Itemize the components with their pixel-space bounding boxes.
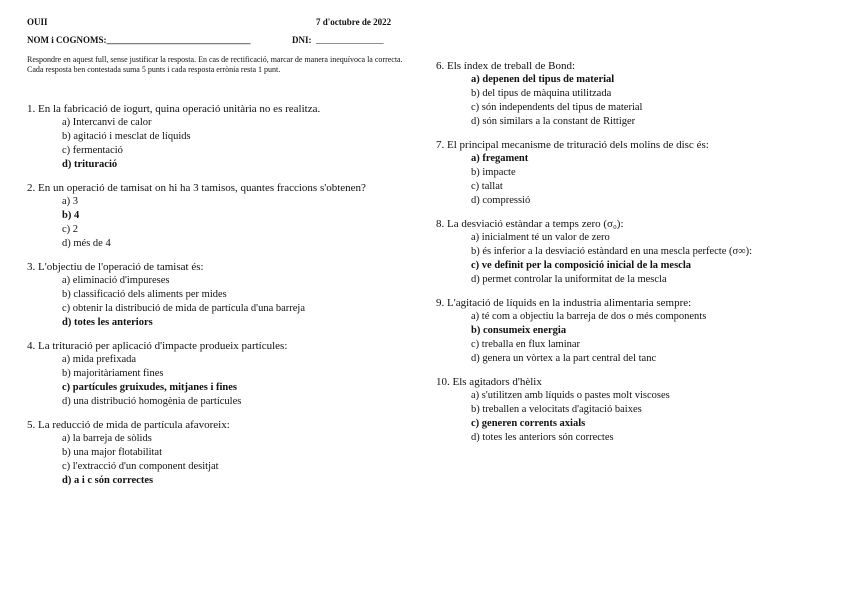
question-text: 5. La reducció de mida de partícula afavoreix: [27,419,230,431]
answer-option: d) a i c són correctes [62,475,154,486]
answer-option: b) agitació i mesclat de líquids [62,131,191,142]
answer-option: a) la barreja de sòlids [62,433,152,444]
answer-option: c) són independents del tipus de material [471,102,643,113]
answer-option: c) obtenir la distribució de mida de partícula d'una barreja [62,303,306,314]
question-1 [27,103,417,172]
answer-option: c) treballa en flux laminar [471,339,581,350]
question-text: 8. La desviació estàndar a temps zero (σ₀): [436,218,624,230]
answer-option: c) fermentació [62,145,123,156]
answer-option: b) treballen a velocitats d'agitació baixes [471,404,642,415]
answer-option: d) totes les anteriors són correctes [471,432,614,443]
answer-option: a) mida prefixada [62,354,137,365]
question-text: 2. En un operació de tamisat on hi ha 3 tamisos, quantes fraccions s'obtenen? [27,182,366,194]
question-text: 9. L'agitació de líquids en la industria alimentaria sempre: [436,297,692,309]
answer-option: a) fregament [471,153,529,164]
question-text: 7. El principal mecanisme de trituració dels molins de disc és: [436,139,709,151]
answer-option: d) genera un vòrtex a la part central del tanc [471,353,657,364]
answer-option: c) 2 [62,224,79,235]
answer-option: c) ve definit per la composició inicial de la mescla [471,260,691,271]
question-3 [27,261,417,330]
name-field-label: NOM i COGNOMS:________________________________ [27,35,251,45]
answer-option: c) tallat [471,181,503,192]
dni-field-label: DNI: [292,35,312,45]
answer-option: b) classificació dels aliments per mides [62,289,227,300]
question-text: 1. En la fabricació de iogurt, quina operació unitària no es realitza. [27,103,321,115]
question-10 [436,376,826,445]
answer-option: a) té com a objectiu la barreja de dos o més components [471,311,707,322]
question-2 [27,182,417,251]
answer-option: a) depenen del tipus de material [471,74,615,85]
answer-option: a) Intercanvi de calor [62,117,152,128]
answer-option: a) inicialment té un valor de zero [471,232,610,243]
question-text: 6. Els índex de treball de Bond: [436,60,575,72]
answer-option: a) 3 [62,196,79,207]
answer-option: b) del tipus de màquina utilitzada [471,88,612,99]
answer-option: d) totes les anteriors [62,317,153,328]
answer-option: b) impacte [471,167,516,178]
answer-option: d) permet controlar la uniformitat de la mescla [471,274,667,285]
answer-option: b) una major flotabilitat [62,447,163,458]
answer-option: d) una distribució homogènia de partícules [62,396,242,407]
answer-option: a) eliminació d'impureses [62,275,170,286]
question-8 [436,218,826,287]
answer-option: d) compressió [471,195,531,206]
question-5 [27,419,417,488]
answer-option: c) generen corrents axials [471,418,586,429]
answer-option: c) l'extracció d'un component desitjat [62,461,219,472]
instructions: Respondre en aquest full, sense justificar la resposta. En cas de rectificació, marcar de manera inequívoca la correcta. Cada resposta ben contestada suma 5 punts i cada resposta errònia resta 1 punt. [27,55,403,74]
answer-option: a) s'utilitzen amb líquids o pastes molt viscoses [471,390,670,401]
question-4 [27,340,417,409]
question-6 [436,60,826,129]
answer-option: b) majoritàriament fines [62,368,164,379]
question-text: 4. La trituració per aplicació d'impacte produeix partícules: [27,340,288,352]
subject-code: OUII [27,17,48,27]
question-text: 3. L'objectiu de l'operació de tamisat és: [27,261,204,273]
question-text: 10. Els agitadors d'hèlix [436,376,542,388]
answer-option: b) és inferior a la desviació estàndard en una mescla perfecte (σ∞): [471,246,753,257]
question-9 [436,297,826,366]
answer-option: d) més de 4 [62,238,111,249]
dni-field-line: _______________ [316,35,384,45]
answer-option: d) trituració [62,159,118,170]
column-right [436,60,826,455]
answer-option: c) partícules gruixudes, mitjanes i fines [62,382,237,393]
answer-option: d) són similars a la constant de Rittiger [471,116,636,127]
exam-date: 7 d'octubre de 2022 [316,17,392,27]
question-7 [436,139,826,208]
answer-option: b) consumeix energia [471,325,567,336]
answer-option: b) 4 [62,210,80,221]
column-left [27,103,417,498]
